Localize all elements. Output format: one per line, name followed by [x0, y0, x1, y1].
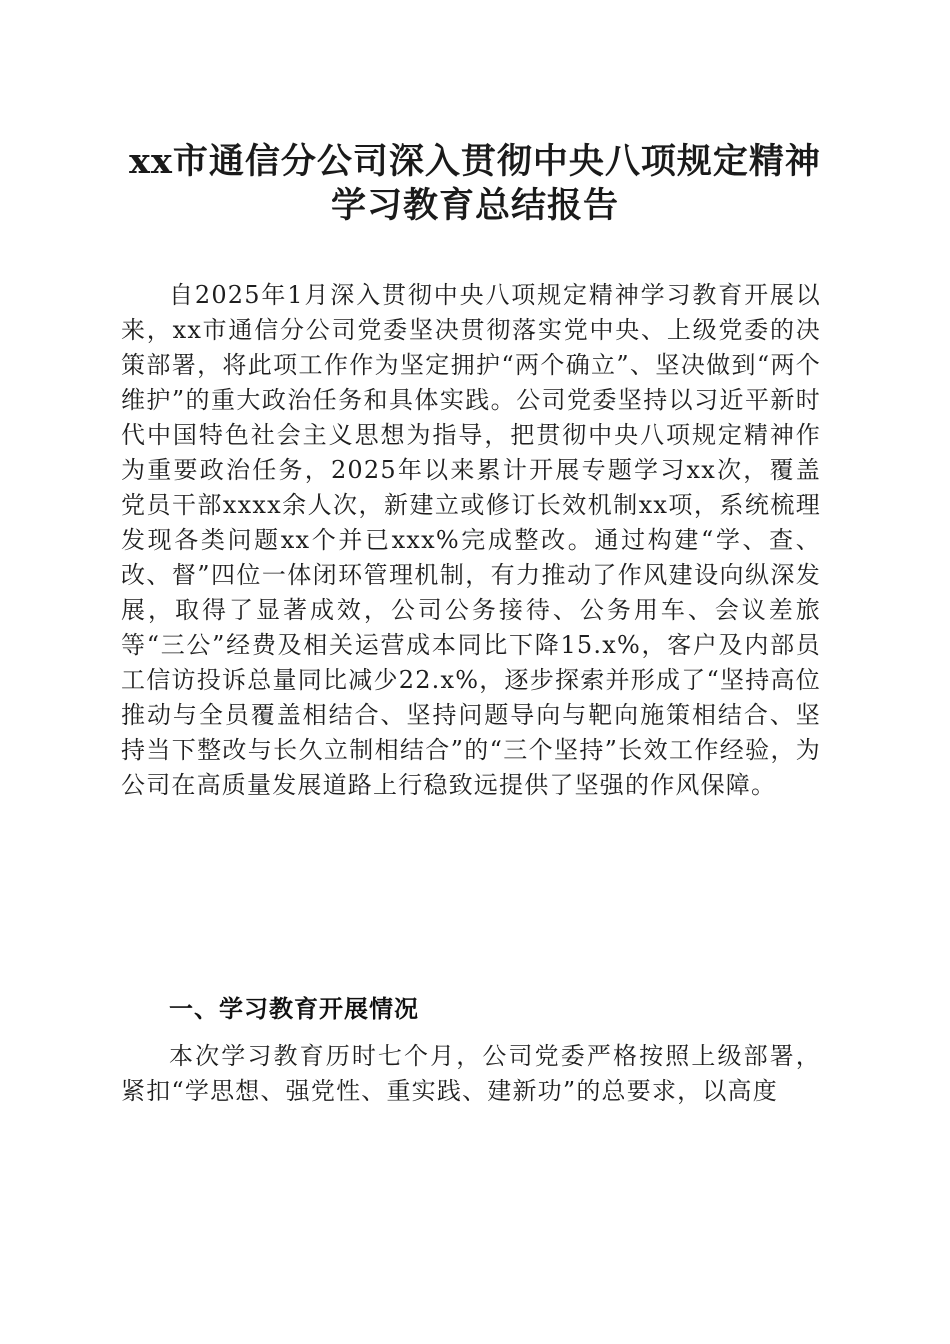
document-title-line-1: xx市通信分公司深入贯彻中央八项规定精神 — [129, 141, 821, 182]
body-paragraph-2: 本次学习教育历时七个月，公司党委严格按照上级部署，紧扣“学思想、强党性、重实践、建新功”的总要求，以高度 — [121, 1042, 821, 1105]
section-heading-1: 一、学习教育开展情况 — [169, 995, 419, 1023]
body-paragraph-1: 自2025年1月深入贯彻中央八项规定精神学习教育开展以来，xx市通信分公司党委坚决贯彻落实党中央、上级党委的决策部署，将此项工作作为坚定拥护“两个确立”、坚决做到“两个维护”的重大政治任务和具体实践。公司党委坚持以习近平新时代中国特色社会主义思想为指导，把贯彻中央八项规定精神作为重要政治任务，2025年以来累计开展专题学习xx次，覆盖党员干部xxxx余人次，新建立或修订长效机制xx项，系统梳理发现各类问题xx个并已xxx%完成整改。通过构建“学、查、改、督”四位一体闭环管理机制，有力推动了作风建设向纵深发展，取得了显著成效，公司公务接待、公务用车、会议差旅等“三公”经费及相关运营成本同比下降15.x%，客户及内部员工信访投诉总量同比减少22.x%，逐步探索并形成了“坚持高位推动与全员覆盖相结合、坚持问题导向与靶向施策相结合、坚持当下整改与长久立制相结合”的“三个坚持”长效工作经验，为公司在高质量发展道路上行稳致远提供了坚强的作风保障。 — [121, 281, 821, 799]
document-title-line-2: 学习教育总结报告 — [330, 185, 619, 226]
